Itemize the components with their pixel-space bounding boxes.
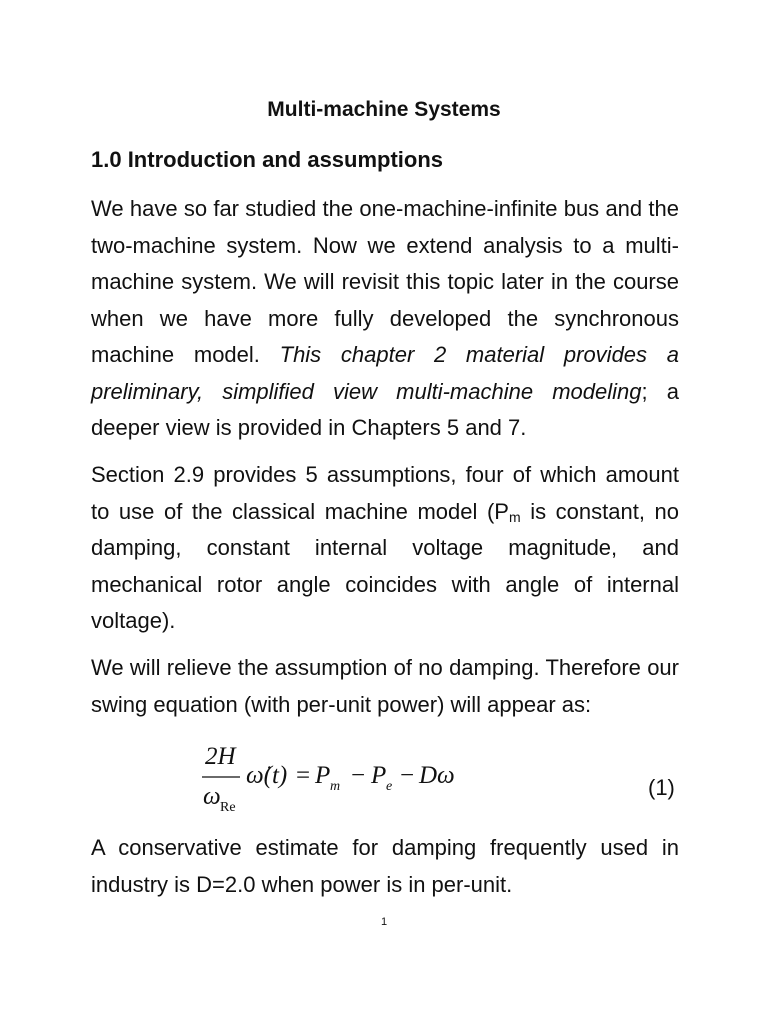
section-heading: 1.0 Introduction and assumptions bbox=[91, 147, 444, 172]
paragraph-intro bbox=[91, 191, 679, 447]
eq-minus-2: − bbox=[400, 762, 415, 789]
eq-damping-term: Dω bbox=[419, 762, 455, 789]
paragraph-intro-italic: This chapter 2 material provides a preliminary, simplified view multi-machine modeling bbox=[91, 342, 679, 404]
equation-number: (1) bbox=[648, 775, 675, 800]
eq-numerator: 2H bbox=[205, 743, 236, 770]
paragraph-intro-text: We have so far studied the one-machine-infinite bus and the two-machine system. Now we extend analysis to a multi-machine system. We will revisit this topic later in the course when we have more fully developed the synchronous machine model. bbox=[91, 196, 679, 367]
pm-subscript: m bbox=[508, 508, 521, 525]
eq-minus-1: − bbox=[351, 762, 366, 789]
paragraph-assumptions-before: Section 2.9 provides 5 assumptions, four of which amount to use of the classical machine model (P bbox=[91, 462, 679, 524]
eq-denominator-sub: Re bbox=[220, 800, 236, 815]
eq-pm-sub: m bbox=[330, 779, 341, 794]
page-title: Multi-machine Systems bbox=[267, 98, 501, 121]
paragraph-assumptions-after: is constant, no damping, constant internal voltage magnitude, and mechanical rotor angle coincides with angle of internal voltage). bbox=[91, 498, 679, 633]
eq-pe-sub: e bbox=[386, 779, 393, 794]
paragraph-assumptions bbox=[91, 457, 679, 640]
eq-denominator: ω bbox=[203, 783, 221, 810]
eq-pe: P bbox=[371, 762, 387, 789]
paragraph-intro-tail: ; a deeper view is provided in Chapters 5 and 7. bbox=[91, 378, 679, 440]
eq-lhs-term: ω̇(t) bbox=[246, 762, 288, 789]
swing-equation bbox=[195, 734, 495, 824]
page-number: 1 bbox=[380, 916, 388, 928]
paragraph-estimate: A conservative estimate for damping frequently used in industry is D=2.0 when power is in per-unit. bbox=[91, 835, 679, 897]
eq-equals: = bbox=[296, 762, 311, 789]
paragraph-damping: We will relieve the assumption of no damping. Therefore our swing equation (with per-unit power) will appear as: bbox=[91, 655, 679, 717]
eq-pm: P bbox=[315, 762, 331, 789]
